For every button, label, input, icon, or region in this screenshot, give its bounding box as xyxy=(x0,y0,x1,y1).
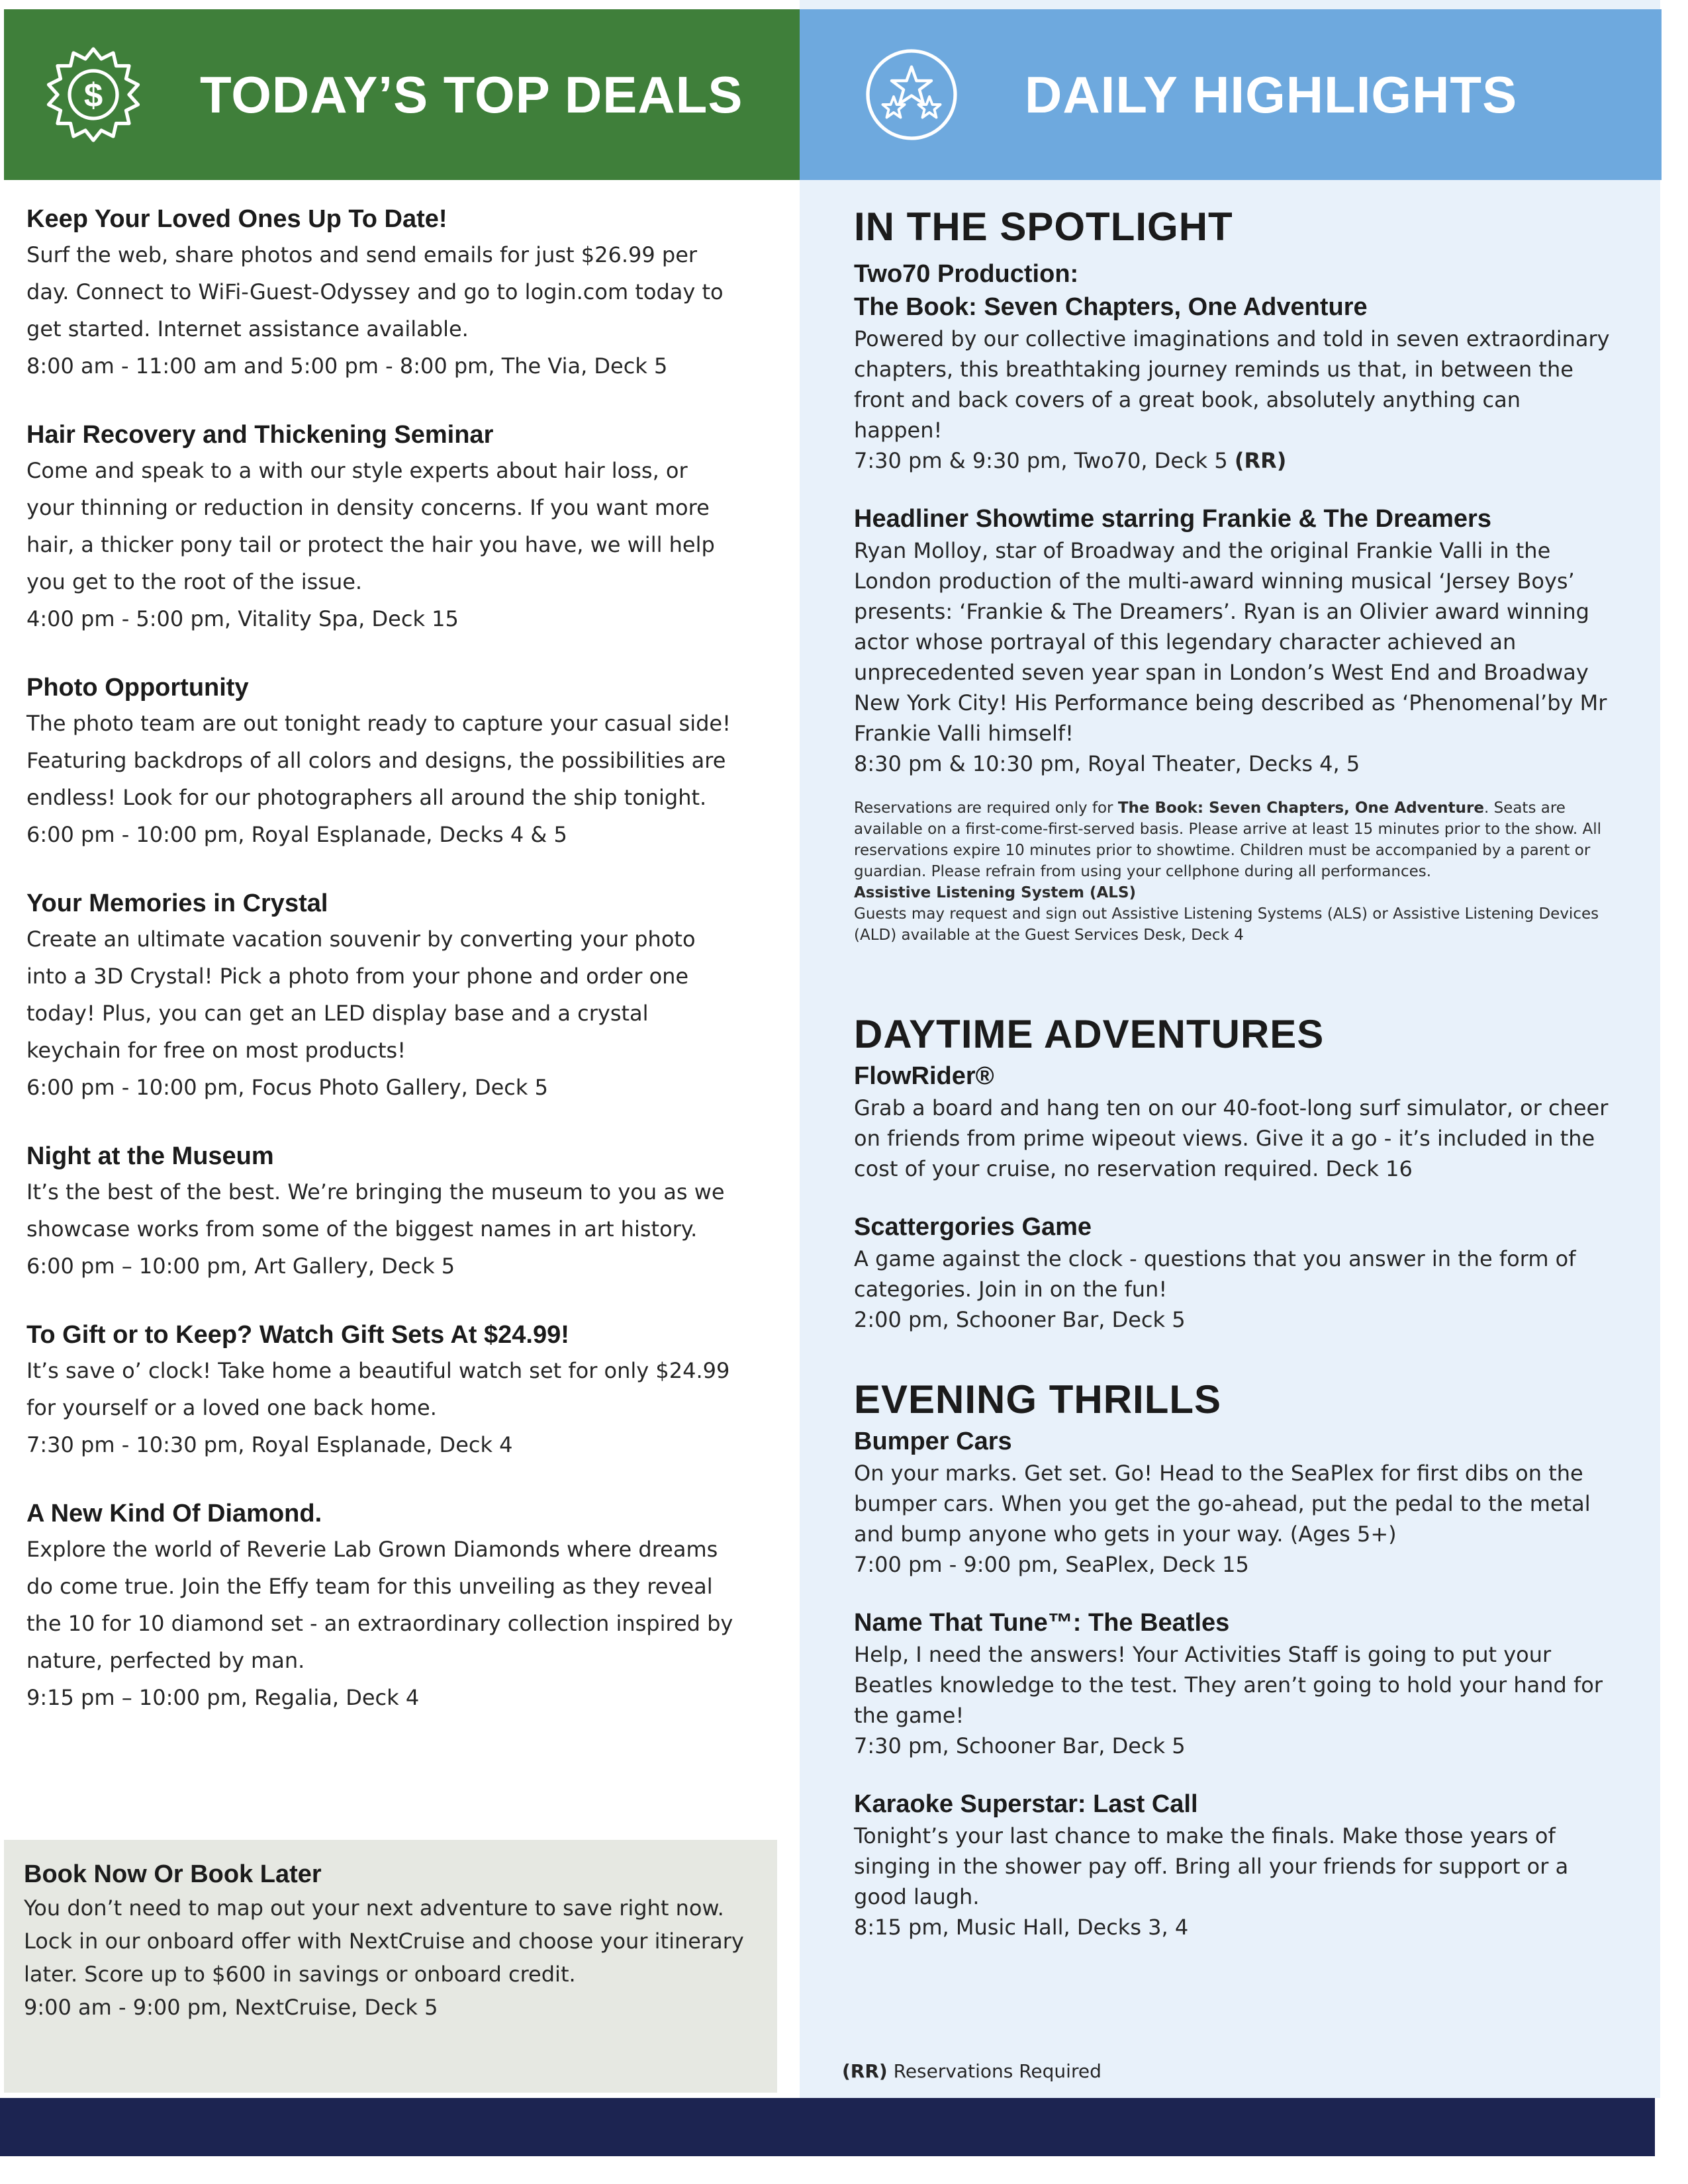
deal-time: 7:30 pm - 10:30 pm, Royal Esplanade, Deck 4 xyxy=(26,1432,513,1457)
spotlight-time-text: 7:30 pm & 9:30 pm, Two70, Deck 5 xyxy=(854,448,1228,473)
reservations-footnote xyxy=(842,2060,1102,2083)
deal-title: To Gift or to Keep? Watch Gift Sets At $24.99! xyxy=(26,1321,569,1349)
deal-title: A New Kind Of Diamond. xyxy=(26,1500,322,1527)
booknow-description: You don’t need to map out your next adventure to save right now. Lock in our onboard offer with NextCruise and choose your itinerary later. Score up to $600 in savings or onboard credit. xyxy=(24,1895,744,1987)
svg-text:$: $ xyxy=(83,76,103,114)
daytime-time: 2:00 pm, Schooner Bar, Deck 5 xyxy=(854,1307,1186,1332)
evening-description: Help, I need the answers! Your Activities Staff is going to put your Beatles knowledge to the test. They aren’t going to hold your hand for the game! xyxy=(854,1642,1603,1728)
footnote-rr: (RR) xyxy=(842,2060,888,2082)
deal-title: Hair Recovery and Thickening Seminar xyxy=(26,421,494,449)
deal-title: Your Memories in Crystal xyxy=(26,889,328,917)
stars-badge-icon xyxy=(862,45,961,144)
spotlight-item xyxy=(854,502,1615,779)
evening-item xyxy=(854,1606,1615,1761)
daytime-item xyxy=(854,1060,1615,1184)
deal-item xyxy=(26,418,741,637)
evening-description: Tonight’s your last chance to make the finals. Make those years of singing in the shower pay off. Bring all your friends for support or a good laugh. xyxy=(854,1823,1569,1909)
evening-time: 7:30 pm, Schooner Bar, Deck 5 xyxy=(854,1733,1186,1758)
evening-item xyxy=(854,1425,1615,1580)
deal-time: 9:15 pm – 10:00 pm, Regalia, Deck 4 xyxy=(26,1685,420,1710)
evening-title: Name That Tune™: The Beatles xyxy=(854,1609,1230,1637)
deal-time: 6:00 pm - 10:00 pm, Focus Photo Gallery, Deck 5 xyxy=(26,1075,548,1100)
deal-description: Explore the world of Reverie Lab Grown Diamonds where dreams do come true. Join the Effy team for this unveiling as they reveal the 10 for 10 diamond set - an extraordinary collection inspired by nature, perfected by man. xyxy=(26,1537,733,1673)
reservation-required-tag: (RR) xyxy=(1234,448,1287,473)
footer-band xyxy=(0,2098,1655,2156)
evening-time: 7:00 pm - 9:00 pm, SeaPlex, Deck 15 xyxy=(854,1552,1249,1577)
deal-time: 8:00 am - 11:00 am and 5:00 pm - 8:00 pm, The Via, Deck 5 xyxy=(26,353,668,379)
daytime-title: Scattergories Game xyxy=(854,1213,1092,1241)
headliner-title: Headliner Showtime starring Frankie & The Dreamers xyxy=(854,505,1491,533)
deals-list xyxy=(26,202,741,1749)
spotlight-title-line1: Two70 Production: xyxy=(854,260,1079,288)
daytime-description: A game against the clock - questions that you answer in the form of categories. Join in on the fun! xyxy=(854,1246,1576,1302)
booknow-box xyxy=(4,1840,777,2093)
daytime-item xyxy=(854,1210,1615,1335)
fine-print-pre: Reservations are required only for xyxy=(854,799,1118,817)
deal-time: 6:00 pm - 10:00 pm, Royal Esplanade, Decks 4 & 5 xyxy=(26,822,567,847)
headliner-description: Ryan Molloy, star of Broadway and the original Frankie Valli in the London production of the multi-award winning musical ‘Jersey Boys’ presents: ‘Frankie & The Dreamers’. Ryan is an Olivier award winning actor whose portrayal of this legendary character achieved an unprecedented seven year span in London’s West End and Broadway New York City! His Performance being described as ‘Phenomenal’by Mr Frankie Valli himself! xyxy=(854,538,1607,746)
highlights-header xyxy=(800,9,1662,180)
spotlight-time xyxy=(854,445,1615,476)
deal-description: It’s the best of the best. We’re bringing the museum to you as we showcase works from some of the biggest names in art history. xyxy=(26,1179,725,1242)
deal-title: Keep Your Loved Ones Up To Date! xyxy=(26,205,447,233)
page-edge xyxy=(0,2156,1688,2184)
deal-description: Come and speak to a with our style experts about hair loss, or your thinning or reduction in density concerns. If you want more hair, a thicker pony tail or protect the hair you have, we will help you get to the root of the issue. xyxy=(26,458,715,594)
deals-header xyxy=(4,9,800,180)
reservation-fine-print xyxy=(854,797,1615,946)
fine-print-post: . Seats are available on a first-come-first-served basis. Please arrive at least 15 minutes prior to the show. All reservations expire 10 minutes prior to showtime. Children must be accompanied by a parent or guardian. Please refrain from using your cellphone during all performances. xyxy=(854,799,1602,880)
daytime-description: Grab a board and hang ten on our 40-foot-long surf simulator, or cheer on friends from prime wipeout views. Give it a go - it’s included in the cost of your cruise, no reservation required. Deck 16 xyxy=(854,1095,1609,1181)
deal-title: Night at the Museum xyxy=(26,1142,274,1170)
als-title: Assistive Listening System (ALS) xyxy=(854,884,1137,901)
highlights-title: DAILY HIGHLIGHTS xyxy=(1025,65,1518,124)
deal-item xyxy=(26,202,741,385)
deal-title: Photo Opportunity xyxy=(26,674,249,702)
evening-description: On your marks. Get set. Go! Head to the SeaPlex for first dibs on the bumper cars. When you get the go-ahead, put the pedal to the metal and bump anyone who gets in your way. (Ages 5+) xyxy=(854,1461,1591,1547)
spotlight-item xyxy=(854,257,1615,476)
deal-description: The photo team are out tonight ready to capture your casual side! Featuring backdrops of all colors and designs, the possibilities are endless! Look for our photographers all around the ship tonight. xyxy=(26,711,731,810)
daytime-title: FlowRider® xyxy=(854,1062,994,1090)
deal-time: 6:00 pm – 10:00 pm, Art Gallery, Deck 5 xyxy=(26,1253,455,1279)
headliner-time: 8:30 pm & 10:30 pm, Royal Theater, Decks 4, 5 xyxy=(854,751,1360,776)
fine-print-show: The Book: Seven Chapters, One Adventure xyxy=(1117,799,1484,817)
deal-item xyxy=(26,670,741,853)
booknow-title: Book Now Or Book Later xyxy=(24,1860,322,1888)
evening-item xyxy=(854,1788,1615,1942)
deal-description: Create an ultimate vacation souvenir by converting your photo into a 3D Crystal! Pick a photo from your phone and order one today! Plus, you can get an LED display base and a crystal keychain for free on most products! xyxy=(26,927,696,1063)
deal-item xyxy=(26,1318,741,1463)
deals-title: TODAY’S TOP DEALS xyxy=(200,65,743,124)
evening-title: Karaoke Superstar: Last Call xyxy=(854,1790,1198,1818)
evening-heading: EVENING THRILLS xyxy=(854,1377,1222,1422)
deal-description: Surf the web, share photos and send emails for just $26.99 per day. Connect to WiFi-Guest-Odyssey and go to login.com today to get started. Internet assistance available. xyxy=(26,242,724,341)
deal-item xyxy=(26,1139,741,1285)
deal-description: It’s save o’ clock! Take home a beautiful watch set for only $24.99 for yourself or a loved one back home. xyxy=(26,1358,730,1420)
evening-title: Bumper Cars xyxy=(854,1428,1012,1455)
deal-time: 4:00 pm - 5:00 pm, Vitality Spa, Deck 15 xyxy=(26,606,459,631)
deal-item xyxy=(26,1496,741,1716)
footnote-text: Reservations Required xyxy=(887,2060,1102,2082)
daytime-heading: DAYTIME ADVENTURES xyxy=(854,1012,1325,1056)
spotlight-description: Powered by our collective imaginations and told in seven extraordinary chapters, this breathtaking journey reminds us that, in between the front and back covers of a great book, absolutely anything can happen! xyxy=(854,326,1610,443)
booknow-time: 9:00 am - 9:00 pm, NextCruise, Deck 5 xyxy=(24,1995,438,2020)
highlights-list xyxy=(854,202,1615,1969)
dollar-badge-icon xyxy=(44,45,143,144)
spotlight-title-line2: The Book: Seven Chapters, One Adventure xyxy=(854,293,1368,321)
als-description: Guests may request and sign out Assistive Listening Systems (ALS) or Assistive Listening Devices (ALD) available at the Guest Services Desk, Deck 4 xyxy=(854,905,1599,944)
evening-time: 8:15 pm, Music Hall, Decks 3, 4 xyxy=(854,1915,1189,1940)
spotlight-heading: IN THE SPOTLIGHT xyxy=(854,205,1233,249)
deal-item xyxy=(26,886,741,1106)
